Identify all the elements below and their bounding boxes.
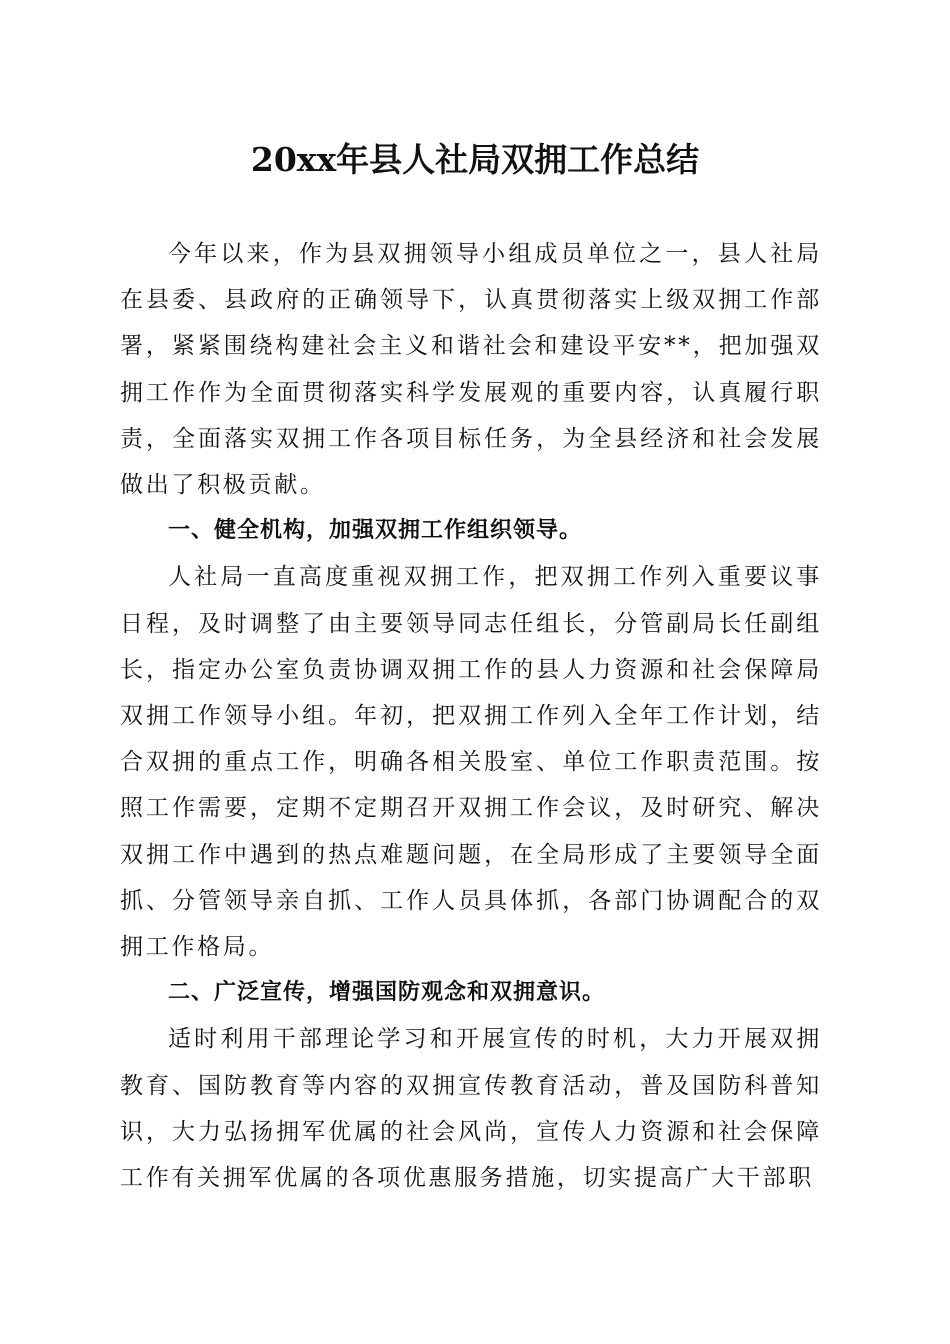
intro-paragraph: 今年以来，作为县双拥领导小组成员单位之一，县人社局在县委、县政府的正确领导下，认真贯彻落实上级双拥工作部署，紧紧围绕构建社会主义和谐社会和建设平安**，把加强双拥工作作为全面贯彻落实科学发展观的重要内容，认真履行职责，全面落实双拥工作各项目标任务，为全县经济和社会发展做出了积极贡献。 [120, 241, 822, 499]
section-paragraph-2: 适时利用干部理论学习和开展宣传的时机，大力开展双拥教育、国防教育等内容的双拥宣传教育活动，普及国防科普知识，大力弘扬拥军优属的社会风尚，宣传人力资源和社会保障工作有关拥军优属的各项优惠服务措施，切实提高广大干部职 [120, 1026, 822, 1192]
section-heading-1: 一、健全机构，加强双拥工作组织领导。 [168, 518, 583, 544]
section-heading-2: 二、广泛宣传，增强国防观念和双拥意识。 [168, 980, 606, 1006]
section-paragraph-1: 人社局一直高度重视双拥工作，把双拥工作列入重要议事日程，及时调整了由主要领导同志任组长，分管副局长任副组长，指定办公室负责协调双拥工作的县人力资源和社会保障局双拥工作领导小组。年初，把双拥工作列入全年工作计划，结合双拥的重点工作，明确各相关股室、单位工作职责范围。按照工作需要，定期不定期召开双拥工作会议，及时研究、解决双拥工作中遇到的热点难题问题，在全局形成了主要领导全面抓、分管领导亲自抓、工作人员具体抓，各部门协调配合的双拥工作格局。 [120, 564, 822, 961]
document-title: 20xx年县人社局双拥工作总结 [250, 140, 700, 179]
document-body [120, 231, 822, 1201]
